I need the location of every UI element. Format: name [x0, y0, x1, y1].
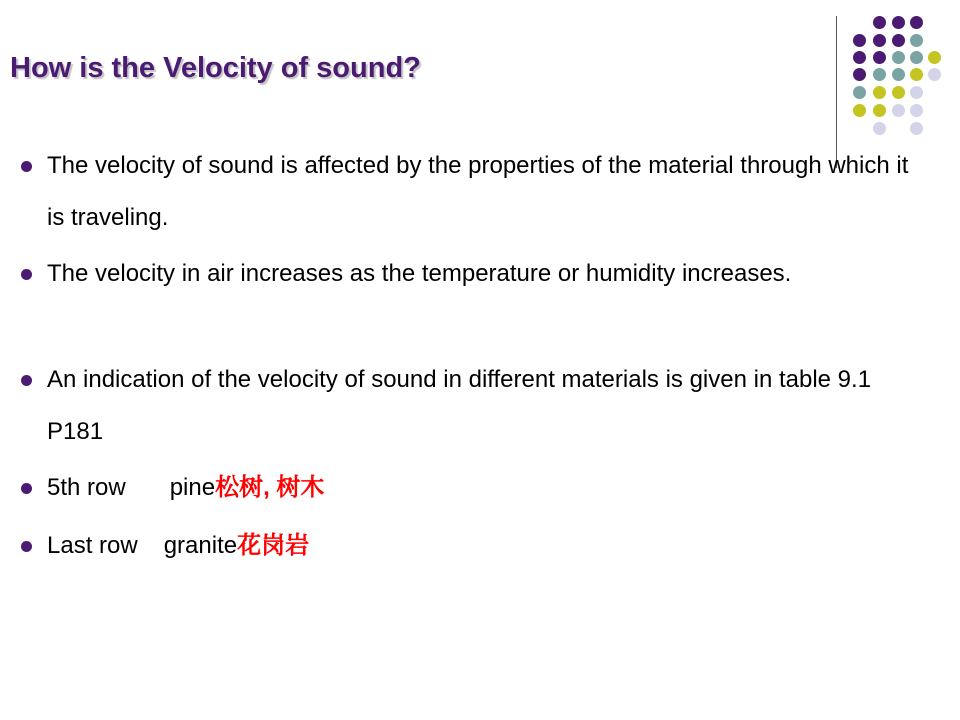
decorative-dot: [892, 86, 905, 99]
decorative-dot: [853, 86, 866, 99]
decorative-dot: [873, 68, 886, 81]
bullet-marker: [21, 161, 32, 172]
decorative-dot: [910, 122, 923, 135]
decorative-dot: [873, 16, 886, 29]
bullet-text: The velocity of sound is affected by the properties of the material through which it is traveling.: [47, 152, 909, 231]
bullet-marker: [21, 541, 32, 552]
chinese-translation: 松树, 树木: [215, 474, 325, 501]
material-term: granite: [163, 532, 238, 559]
decorative-dot: [853, 104, 866, 117]
decorative-dot: [853, 51, 866, 64]
decorative-dot: [873, 104, 886, 117]
chinese-translation: 花岗岩: [237, 532, 310, 559]
decorative-dot: [910, 51, 923, 64]
decorative-dot: [928, 51, 941, 64]
page-reference: P181: [47, 418, 104, 445]
bullet-item: [47, 462, 927, 514]
decorative-dot: [873, 122, 886, 135]
decorative-dot: [910, 104, 923, 117]
bullet-marker: [21, 375, 32, 386]
bullet-marker: [21, 483, 32, 494]
row-label: 5th row: [47, 474, 126, 501]
decorative-dot: [910, 34, 923, 47]
decorative-dot: [892, 16, 905, 29]
bullet-text: An indication of the velocity of sound in different materials is given in table 9.1: [47, 366, 872, 393]
decorative-dot: [892, 104, 905, 117]
decorative-dot: [873, 86, 886, 99]
bullet-text: The velocity in air increases as the temperature or humidity increases.: [47, 260, 792, 287]
decorative-dot: [910, 16, 923, 29]
decorative-dot: [873, 51, 886, 64]
decorative-dot: [892, 51, 905, 64]
decorative-dot: [853, 34, 866, 47]
bullet-item: [47, 520, 927, 572]
material-term: pine: [169, 474, 216, 501]
bullet-marker: [21, 269, 32, 280]
decorative-dot: [910, 86, 923, 99]
decorative-dot: [892, 68, 905, 81]
decorative-dot: [892, 34, 905, 47]
bullet-item: [47, 354, 927, 458]
decorative-dot: [910, 68, 923, 81]
decorative-dot: [853, 68, 866, 81]
slide-title: How is the Velocity of sound?: [10, 52, 421, 84]
bullet-item: [47, 248, 927, 300]
bullet-item: [47, 140, 927, 244]
row-label: Last row: [47, 532, 138, 559]
decorative-dot: [873, 34, 886, 47]
decorative-dot: [928, 68, 941, 81]
